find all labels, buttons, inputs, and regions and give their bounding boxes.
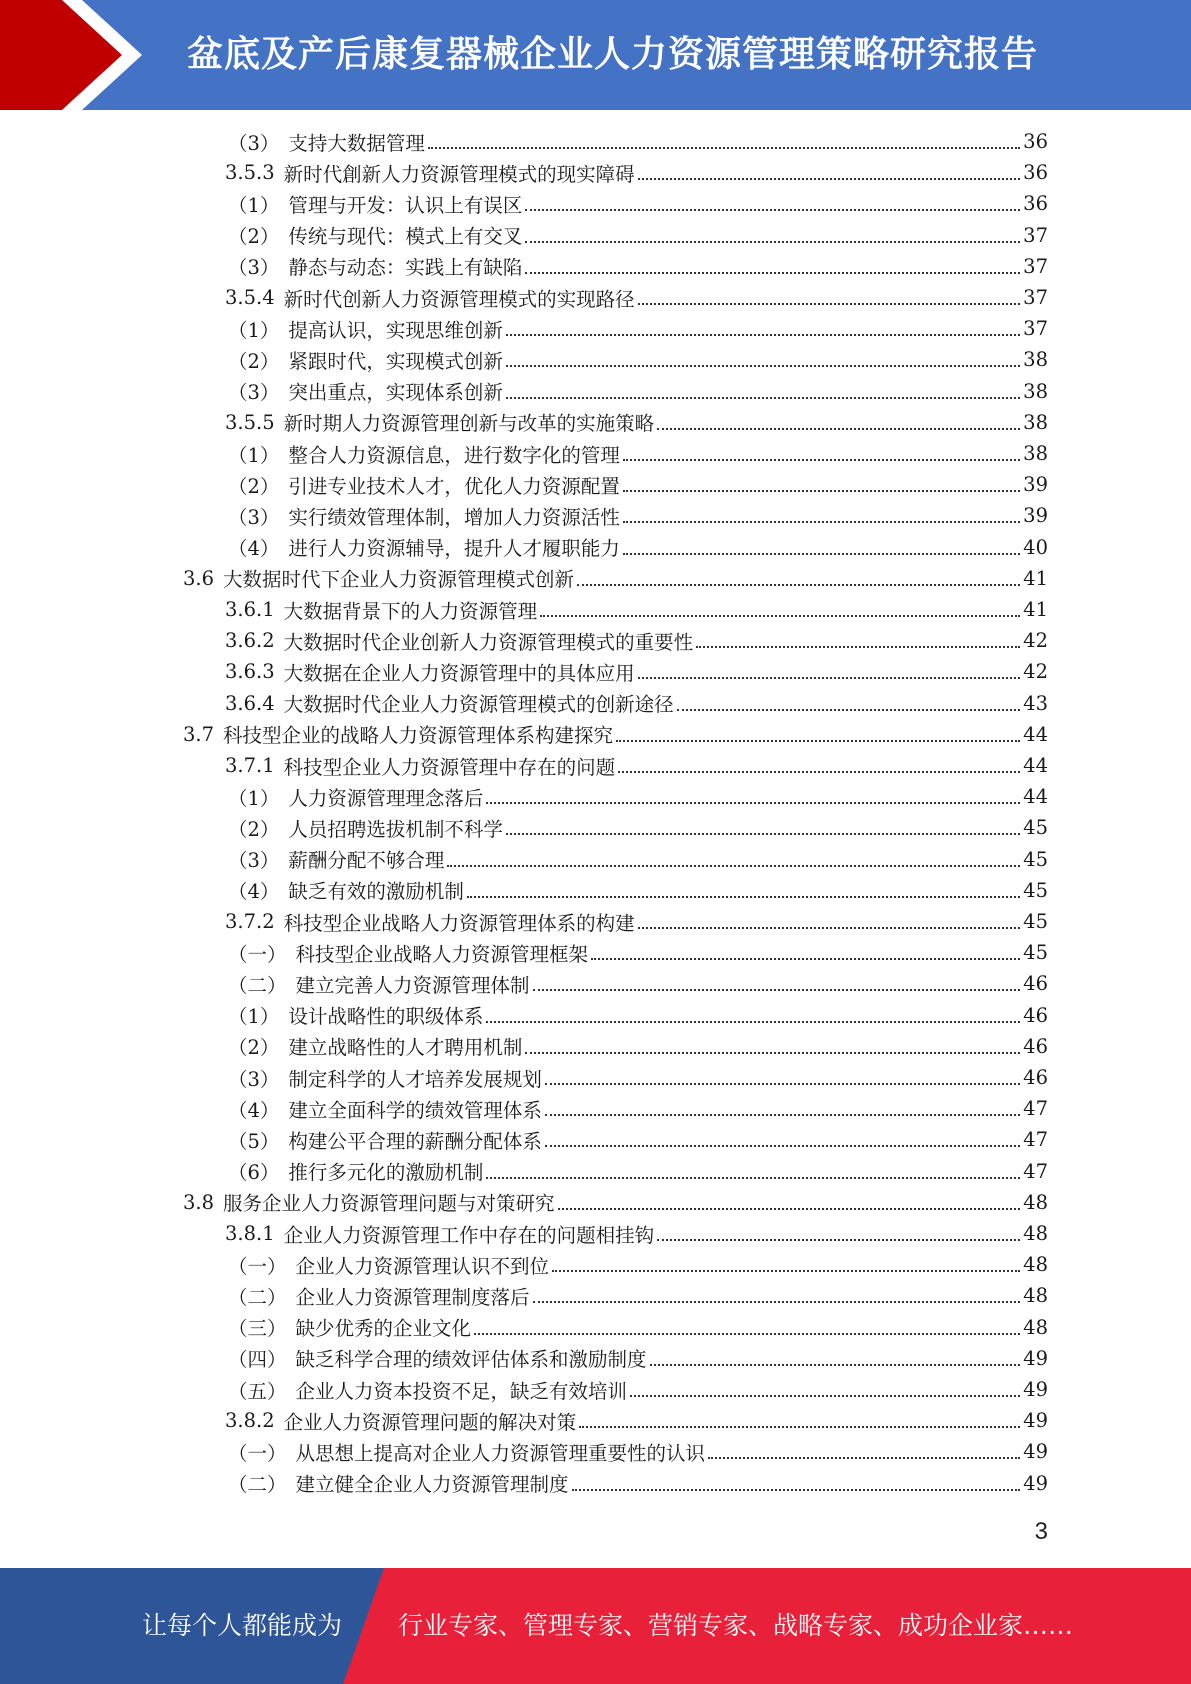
toc-entry[interactable] <box>228 344 1048 375</box>
toc-dot-leader <box>467 895 1020 898</box>
toc-dot-leader <box>486 801 1020 804</box>
toc-dot-leader <box>616 739 1020 742</box>
toc-entry-title: 引进专业技术人才，优化人力资源配置 <box>288 474 620 498</box>
toc-dot-leader <box>657 1238 1020 1241</box>
toc-entry-page: 41 <box>1023 598 1048 621</box>
toc-entry-page: 49 <box>1023 1409 1048 1433</box>
toc-entry-number: （二） <box>228 1285 287 1309</box>
toc-dot-leader <box>486 1176 1020 1179</box>
toc-entry[interactable] <box>228 1312 1048 1343</box>
toc-entry-number: 3.7.1 <box>225 754 275 777</box>
toc-entry-number: 3.7.2 <box>225 910 275 933</box>
toc-dot-leader <box>623 489 1020 492</box>
toc-dot-leader <box>638 676 1021 679</box>
toc-entry[interactable] <box>228 812 1048 843</box>
toc-entry-number: （一） <box>228 1441 287 1465</box>
toc-entry-title: 企业人力资本投资不足，缺乏有效培训 <box>295 1379 628 1403</box>
toc-entry[interactable] <box>228 937 1048 968</box>
toc-entry-page: 39 <box>1023 504 1048 528</box>
footer-slogan-right: 行业专家、管理专家、营销专家、战略专家、成功企业家…… <box>398 1611 1074 1640</box>
toc-entry-number: 3.5.5 <box>225 410 275 434</box>
toc-entry-number: 3.5.4 <box>225 286 275 309</box>
toc-entry-title: 紧跟时代，实现模式创新 <box>288 349 503 373</box>
toc-dot-leader <box>525 271 1020 274</box>
toc-entry-title: 企业人力资源管理认识不到位 <box>295 1254 550 1278</box>
toc-dot-leader <box>708 1456 1020 1459</box>
toc-entry[interactable] <box>228 1249 1048 1280</box>
toc-entry-title: 实行绩效管理体制，增加人力资源活性 <box>288 505 620 529</box>
toc-entry-page: 46 <box>1023 1003 1048 1027</box>
toc-entry-number: （2） <box>228 474 280 498</box>
chevron-arrow-icon <box>0 0 160 110</box>
toc-entry[interactable] <box>228 1468 1048 1499</box>
toc-entry[interactable] <box>228 1436 1048 1467</box>
toc-entry-number: （一） <box>228 942 287 966</box>
toc-entry-title: 建立健全企业人力资源管理制度 <box>295 1473 569 1497</box>
toc-dot-leader <box>638 177 1021 180</box>
toc-entry-page: 48 <box>1023 1190 1048 1214</box>
toc-entry-number: 3.6 <box>183 566 215 590</box>
toc-entry-number: （6） <box>228 1161 280 1185</box>
toc-entry-title: 缺少优秀的企业文化 <box>295 1317 472 1341</box>
toc-entry-page: 47 <box>1023 1159 1048 1183</box>
footer-banner <box>0 1568 1191 1684</box>
toc-dot-leader <box>572 1488 1021 1491</box>
toc-entry-number: 3.6.3 <box>225 660 275 684</box>
toc-entry[interactable] <box>225 688 1048 719</box>
footer-slogan-left: 让每个人都能成为 <box>142 1611 343 1640</box>
toc-entry[interactable] <box>225 282 1048 313</box>
toc-entry-title: 新时代創新人力资源管理模式的现实障碍 <box>283 162 635 186</box>
toc-entry-page: 46 <box>1023 1066 1048 1089</box>
toc-entry[interactable] <box>225 407 1048 438</box>
toc-entry-title: 大数据时代企业创新人力资源管理模式的重要性 <box>283 630 694 654</box>
toc-dot-leader <box>474 1332 1020 1335</box>
toc-entry[interactable] <box>228 251 1048 282</box>
toc-entry[interactable] <box>225 594 1048 625</box>
toc-entry[interactable] <box>228 1280 1048 1311</box>
toc-entry[interactable] <box>228 220 1048 251</box>
toc-entry-title: 缺乏科学合理的绩效评估体系和激励制度 <box>295 1348 647 1372</box>
toc-entry-title: 推行多元化的激励机制 <box>288 1161 484 1185</box>
toc-entry-number: （3） <box>228 131 280 155</box>
toc-entry[interactable] <box>228 1093 1048 1124</box>
toc-entry[interactable] <box>228 313 1048 344</box>
toc-entry-number: （四） <box>228 1348 287 1372</box>
toc-entry-title: 静态与动态：实践上有缺陷 <box>288 256 523 280</box>
toc-entry-page: 44 <box>1023 754 1048 777</box>
toc-entry-title: 人力资源管理理念落后 <box>288 786 484 810</box>
toc-entry-title: 构建公平合理的薪酬分配体系 <box>288 1129 542 1153</box>
toc-entry-number: （1） <box>228 318 280 342</box>
toc-entry[interactable] <box>228 1156 1048 1187</box>
toc-entry-number: （3） <box>228 1067 280 1091</box>
toc-entry-number: （1） <box>228 786 280 810</box>
toc-entry-title: 从思想上提高对企业人力资源管理重要性的认识 <box>295 1441 706 1465</box>
toc-entry-number: （3） <box>228 256 280 280</box>
toc-entry-number: （三） <box>228 1317 287 1341</box>
toc-dot-leader <box>630 1394 1020 1397</box>
toc-entry-page: 36 <box>1023 130 1048 153</box>
toc-entry[interactable] <box>183 719 1048 750</box>
toc-entry[interactable] <box>228 781 1048 812</box>
toc-entry-number: 3.8.2 <box>225 1409 275 1433</box>
toc-dot-leader <box>623 552 1020 555</box>
toc-entry-number: （1） <box>228 1005 280 1029</box>
toc-entry-number: （4） <box>228 880 280 904</box>
toc-entry-title: 设计战略性的职级体系 <box>288 1005 484 1029</box>
toc-dot-leader <box>540 614 1020 617</box>
toc-entry-title: 整合人力资源信息，进行数字化的管理 <box>288 443 620 467</box>
toc-entry-number: （一） <box>228 1254 287 1278</box>
toc-entry[interactable] <box>228 469 1048 500</box>
toc-entry-title: 大数据时代下企业人力资源管理模式创新 <box>223 568 575 592</box>
toc-entry[interactable] <box>225 157 1048 188</box>
toc-entry-page: 48 <box>1023 1222 1048 1245</box>
toc-entry-title: 科技型企业人力资源管理中存在的问题 <box>283 755 616 779</box>
toc-entry-page: 41 <box>1023 566 1048 590</box>
toc-entry[interactable] <box>228 875 1048 906</box>
toc-entry-title: 建立全面科学的绩效管理体系 <box>288 1098 542 1122</box>
toc-entry-title: 进行人力资源辅导，提升人才履职能力 <box>288 537 620 561</box>
toc-entry-number: （2） <box>228 349 280 373</box>
toc-entry-page: 40 <box>1023 535 1048 559</box>
toc-dot-leader <box>428 146 1020 149</box>
toc-entry-title: 新时代创新人力资源管理模式的实现路径 <box>283 287 635 311</box>
toc-entry-page: 43 <box>1023 691 1048 715</box>
toc-entry-title: 管理与开发：认识上有误区 <box>288 193 523 217</box>
toc-entry-title: 大数据在企业人力资源管理中的具体应用 <box>283 661 635 685</box>
toc-entry-number: 3.7 <box>183 722 215 746</box>
toc-entry-page: 49 <box>1023 1440 1048 1464</box>
toc-entry-page: 47 <box>1023 1097 1048 1121</box>
toc-entry-number: （4） <box>228 1098 280 1122</box>
toc-dot-leader <box>618 770 1020 773</box>
toc-entry-page: 45 <box>1023 941 1048 965</box>
toc-dot-leader <box>545 1082 1020 1085</box>
toc-entry[interactable] <box>225 750 1048 781</box>
toc-dot-leader <box>650 1363 1021 1366</box>
toc-entry-title: 薪酬分配不够合理 <box>288 849 445 873</box>
toc-entry-number: （二） <box>228 973 287 997</box>
toc-entry-page: 45 <box>1023 816 1048 840</box>
toc-dot-leader <box>623 520 1020 523</box>
toc-entry[interactable] <box>228 1124 1048 1155</box>
toc-entry-page: 36 <box>1023 161 1048 185</box>
toc-dot-leader <box>545 1113 1020 1116</box>
toc-dot-leader <box>552 1269 1020 1272</box>
toc-entry-number: （二） <box>228 1473 287 1497</box>
toc-entry-page: 42 <box>1023 660 1048 684</box>
toc-entry-page: 37 <box>1023 286 1048 309</box>
toc-entry[interactable] <box>225 656 1048 687</box>
toc-entry-title: 企业人力资源管理问题的解决对策 <box>283 1410 577 1434</box>
toc-dot-leader <box>558 1207 1021 1210</box>
toc-entry-title: 支持大数据管理 <box>288 131 425 155</box>
toc-entry[interactable] <box>228 968 1048 999</box>
toc-entry-title: 人员招聘选拔机制不科学 <box>288 817 503 841</box>
toc-entry[interactable] <box>228 376 1048 407</box>
toc-entry-number: （3） <box>228 381 280 405</box>
toc-dot-leader <box>525 208 1020 211</box>
toc-entry[interactable] <box>228 500 1048 531</box>
toc-entry-number: （五） <box>228 1379 287 1403</box>
toc-dot-leader <box>545 1144 1020 1147</box>
toc-dot-leader <box>506 364 1020 367</box>
toc-entry-number: （2） <box>228 225 280 249</box>
toc-entry-page: 45 <box>1023 847 1048 871</box>
toc-entry-title: 大数据背景下的人力资源管理 <box>283 599 538 623</box>
toc-entry-page: 37 <box>1023 223 1048 247</box>
toc-entry-page: 36 <box>1023 192 1048 216</box>
toc-entry-number: （4） <box>228 537 280 561</box>
toc-entry[interactable] <box>228 1031 1048 1062</box>
toc-entry-page: 45 <box>1023 878 1048 902</box>
toc-entry-number: 3.8.1 <box>225 1222 275 1245</box>
toc-entry-title: 大数据时代企业人力资源管理模式的创新途径 <box>283 693 674 717</box>
toc-dot-leader <box>591 957 1020 960</box>
toc-entry-number: （3） <box>228 849 280 873</box>
toc-entry-title: 建立完善人力资源管理体制 <box>295 973 530 997</box>
toc-entry-number: 3.6.2 <box>225 629 275 653</box>
toc-dot-leader <box>638 926 1021 929</box>
toc-dot-leader <box>525 240 1020 243</box>
toc-entry[interactable] <box>228 126 1048 157</box>
toc-entry-page: 44 <box>1023 722 1048 746</box>
toc-dot-leader <box>577 583 1020 586</box>
toc-dot-leader <box>486 1020 1020 1023</box>
toc-entry-number: （1） <box>228 193 280 217</box>
toc-entry-number: 3.6.1 <box>225 598 275 621</box>
toc-entry-title: 新时期人力资源管理创新与改革的实施策略 <box>283 412 655 436</box>
toc-entry[interactable] <box>228 1062 1048 1093</box>
toc-entry-page: 49 <box>1023 1346 1048 1370</box>
toc-entry-title: 科技型企业战略人力资源管理框架 <box>295 942 589 966</box>
toc-entry-page: 39 <box>1023 473 1048 497</box>
header-band <box>0 0 1191 110</box>
toc-entry-page: 46 <box>1023 972 1048 996</box>
toc-entry[interactable] <box>225 625 1048 656</box>
toc-dot-leader <box>657 427 1020 430</box>
toc-entry[interactable] <box>228 438 1048 469</box>
toc-entry-page: 38 <box>1023 410 1048 434</box>
toc-entry[interactable] <box>228 188 1048 219</box>
toc-entry-page: 46 <box>1023 1034 1048 1058</box>
toc-dot-leader <box>506 396 1020 399</box>
toc-entry-title: 建立战略性的人才聘用机制 <box>288 1036 523 1060</box>
toc-entry-page: 38 <box>1023 379 1048 403</box>
toc-entry[interactable] <box>228 1000 1048 1031</box>
toc-entry-page: 49 <box>1023 1471 1048 1495</box>
toc-entry-page: 45 <box>1023 910 1048 933</box>
toc-entry-title: 企业人力资源管理工作中存在的问题相挂钩 <box>283 1223 655 1247</box>
toc-dot-leader <box>447 864 1020 867</box>
toc-entry-number: （5） <box>228 1129 280 1153</box>
toc-entry-page: 38 <box>1023 442 1048 465</box>
toc-dot-leader <box>696 645 1020 648</box>
toc-entry-page: 48 <box>1023 1284 1048 1308</box>
toc-entry[interactable] <box>228 1343 1048 1374</box>
toc-entry-number: 3.5.3 <box>225 161 275 185</box>
toc-dot-leader <box>533 988 1021 991</box>
toc-entry-page: 48 <box>1023 1253 1048 1277</box>
toc-entry-page: 42 <box>1023 629 1048 653</box>
toc-entry-number: （2） <box>228 817 280 841</box>
toc-entry-title: 传统与现代：模式上有交叉 <box>288 225 523 249</box>
toc-dot-leader <box>525 1051 1020 1054</box>
toc-entry[interactable] <box>228 532 1048 563</box>
toc-entry-title: 企业人力资源管理制度落后 <box>295 1285 530 1309</box>
toc-entry-number: （1） <box>228 443 280 467</box>
toc-entry-title: 突出重点，实现体系创新 <box>288 381 503 405</box>
toc-entry-page: 38 <box>1023 348 1048 372</box>
toc-entry-title: 科技型企业战略人力资源管理体系的构建 <box>283 911 635 935</box>
toc-entry[interactable] <box>225 1218 1048 1249</box>
toc-entry-title: 缺乏有效的激励机制 <box>288 880 464 904</box>
toc-entry-page: 47 <box>1023 1128 1048 1152</box>
toc-entry-page: 49 <box>1023 1378 1048 1401</box>
toc-dot-leader <box>579 1425 1020 1428</box>
toc-entry[interactable] <box>225 1405 1048 1436</box>
toc-entry[interactable] <box>228 844 1048 875</box>
toc-dot-leader <box>623 458 1020 461</box>
toc-entry-number: （3） <box>228 505 280 529</box>
toc-entry[interactable] <box>225 906 1048 937</box>
toc-entry-number: 3.8 <box>183 1190 215 1214</box>
toc-dot-leader <box>506 333 1020 336</box>
toc-entry[interactable] <box>228 1374 1048 1405</box>
toc-entry-title: 科技型企业的战略人力资源管理体系构建探究 <box>223 724 614 748</box>
toc-entry-title: 制定科学的人才培养发展规划 <box>288 1067 542 1091</box>
toc-entry-page: 48 <box>1023 1315 1048 1339</box>
toc-dot-leader <box>533 1300 1021 1303</box>
toc-entry-number: （2） <box>228 1036 280 1060</box>
toc-entry-page: 44 <box>1023 785 1048 809</box>
toc-entry[interactable] <box>183 563 1048 594</box>
report-title: 盆底及产后康复器械企业人力资源管理策略研究报告 <box>187 34 1039 75</box>
toc-entry-title: 服务企业人力资源管理问题与对策研究 <box>223 1192 555 1216</box>
toc-dot-leader <box>506 832 1020 835</box>
toc-entry[interactable] <box>183 1187 1048 1218</box>
toc-dot-leader <box>677 708 1021 711</box>
toc-entry-page: 37 <box>1023 317 1048 341</box>
toc-entry-page: 37 <box>1023 254 1048 278</box>
toc-entry-title: 提高认识，实现思维创新 <box>288 318 503 342</box>
toc-dot-leader <box>638 302 1021 305</box>
toc-entry-number: 3.6.4 <box>225 691 275 715</box>
page-number: 3 <box>1034 1518 1048 1545</box>
